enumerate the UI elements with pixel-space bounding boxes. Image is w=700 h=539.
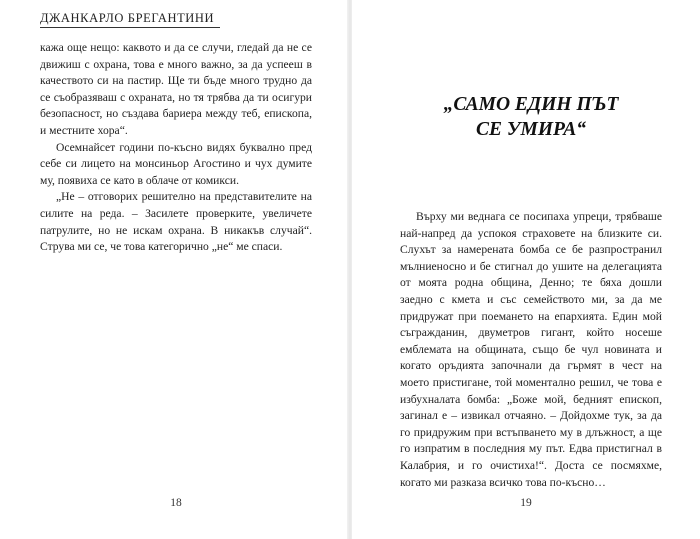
page-number: 18: [170, 497, 182, 509]
paragraph: Осемнайсет години по-късно видях буквално пред себе си лицето на монсиньор Агостино и чух думите му, появиха се като в облаче от комикси.: [40, 140, 312, 187]
page-number: 19: [520, 497, 532, 509]
paragraph: Върху ми веднага се посипаха упреци, трябваше най-напред да успокоя страховете на близките си. Слухът за намерената бомба се бе разпространил мълниеносно и бе стигнал до ушите на делегацията от моята родна община, Денно; те бяха дошли заедно с кмета и със семейството ми, за да ме придружат при поемането на епархията. Един мой съгражданин, двуметров гигант, който носеше емблемата на общината, също бе чул новината и когато оръдията започнали да гърмят в чест на моето пристигане, той моментално решил, че това е избухналата бомба: „Боже мой, бедният епископ, загинал е – извикал отчаяно. – Дойдохме тук, за да го придружим при встъпването му в длъжност, а ще го изпратим в последния му път. Едва пристигнал в Калабрия, и го очистиха!“. Доста се посмяхме, когато ми разказа всичко това по-късно…: [400, 210, 662, 489]
paragraph: кажа още нещо: каквото и да се случи, гледай да не се движиш с охрана, това е много важно, за да успееш в качеството си на пастир. Ще ти бъде много трудно да се съобразяваш с охраната, но тя трябва да ти осигури безопасност, но създава бариера между теб, епископа, и местните хора“.: [40, 41, 312, 137]
chapter-title-line: СЕ УМИРА“: [476, 119, 586, 140]
chapter-title: [400, 92, 662, 142]
running-head-rule: [40, 27, 220, 28]
chapter-title-line: „САМО ЕДИН ПЪТ: [443, 94, 619, 115]
running-head: ДЖАНКАРЛО БРЕГАНТИНИ: [40, 11, 215, 25]
right-page: [352, 0, 700, 539]
left-page: [0, 0, 348, 539]
left-body-text: [40, 40, 312, 256]
right-body-text: [400, 209, 662, 491]
paragraph: „Не – отговорих решително на представителите на силите на реда. – Засилете проверките, увеличете патрулите, но не искам охрана. В никакъв случай“. Струва ми се, че това категорично „не“ ме спаси.: [40, 190, 312, 254]
